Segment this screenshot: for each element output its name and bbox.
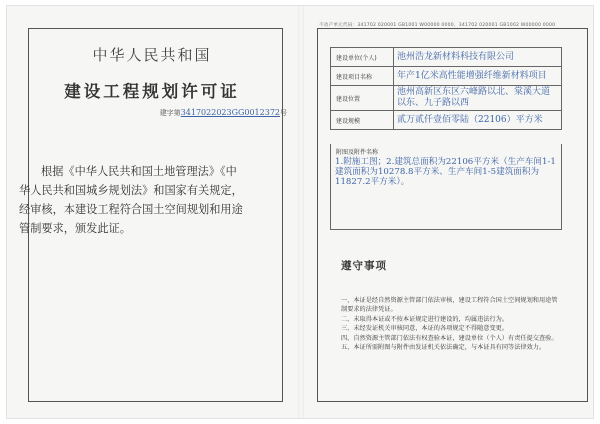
- attachments-box: [330, 144, 562, 230]
- row-key: 建设单位(个人): [331, 48, 394, 67]
- certificate-title: 建设工程规划许可证: [64, 82, 240, 101]
- legal-basis-text: 根据《中华人民共和国土地管理法》《中华人民共和国城乡规划法》和国家有关规定，经审核，本建设工程符合国土空间规划和用途管制要求，颁发此证。: [19, 165, 243, 235]
- attachments-value: 1.附施工图；2.建筑总面积为22106平方米（生产车间1-1建筑面积为10278.8平方米、生产车间1-5建筑面积为11827.2平方米）。: [335, 157, 556, 187]
- table-row: [331, 86, 562, 111]
- table-row: [331, 67, 562, 86]
- list-item: 三、未经发证机关审核同意，本证的各项规定不得随意变更。: [341, 325, 509, 333]
- certificate-left-page: [7, 6, 297, 418]
- list-item: 一、本证是经自然资源主管部门依法审核，建设工程符合国土空间规划和用途管制要求的法律凭证。: [341, 297, 558, 314]
- cert-no-suffix: 号: [280, 109, 287, 117]
- certificate-sheet: [6, 5, 594, 419]
- table-row: [331, 111, 562, 130]
- page-spine: [298, 6, 304, 418]
- unit-code-serial: 不动产单元代码：341702 020001 GB1001 W00000 0000、341702 020001 GB1002 W00000 0000: [319, 23, 556, 28]
- list-item: 二、未取得本证或不按本证规定进行建设的，均属违法行为。: [341, 315, 509, 323]
- country-name: 中华人民共和国: [92, 46, 212, 64]
- certificate-number: [160, 108, 287, 118]
- row-value: 贰万贰仟壹佰零陆（22106）平方米: [394, 111, 562, 130]
- row-value: 池州浩龙新材料科技有限公司: [394, 48, 562, 67]
- list-item: 四、自然资源主管部门依法有权查验本证，建设单位（个人）有责任提交查验。: [341, 334, 558, 342]
- row-value: 池州高新区东区六峰路以北、棠溪大道以东、九子路以西: [394, 86, 562, 111]
- project-info-table: [330, 47, 562, 130]
- notice-title: 遵守事项: [341, 260, 387, 272]
- cert-no-prefix: 建字第: [159, 109, 181, 117]
- row-value: 年产1亿米高性能增强纤维新材料项目: [394, 67, 562, 86]
- list-item: 五、本证所需附图与附件由发证机关依法确定，与本证具有同等法律效力。: [341, 344, 546, 352]
- row-key: 建设项目名称: [331, 67, 394, 86]
- row-key: 建设位置: [331, 86, 394, 111]
- table-row: [331, 48, 562, 67]
- cert-no-value: 3417022023GG0012372: [180, 108, 280, 117]
- row-key: 建设规模: [331, 111, 394, 130]
- certificate-right-page: [305, 6, 595, 418]
- attachments-label: 附图及附件名称: [336, 149, 379, 156]
- notice-list: [341, 296, 563, 352]
